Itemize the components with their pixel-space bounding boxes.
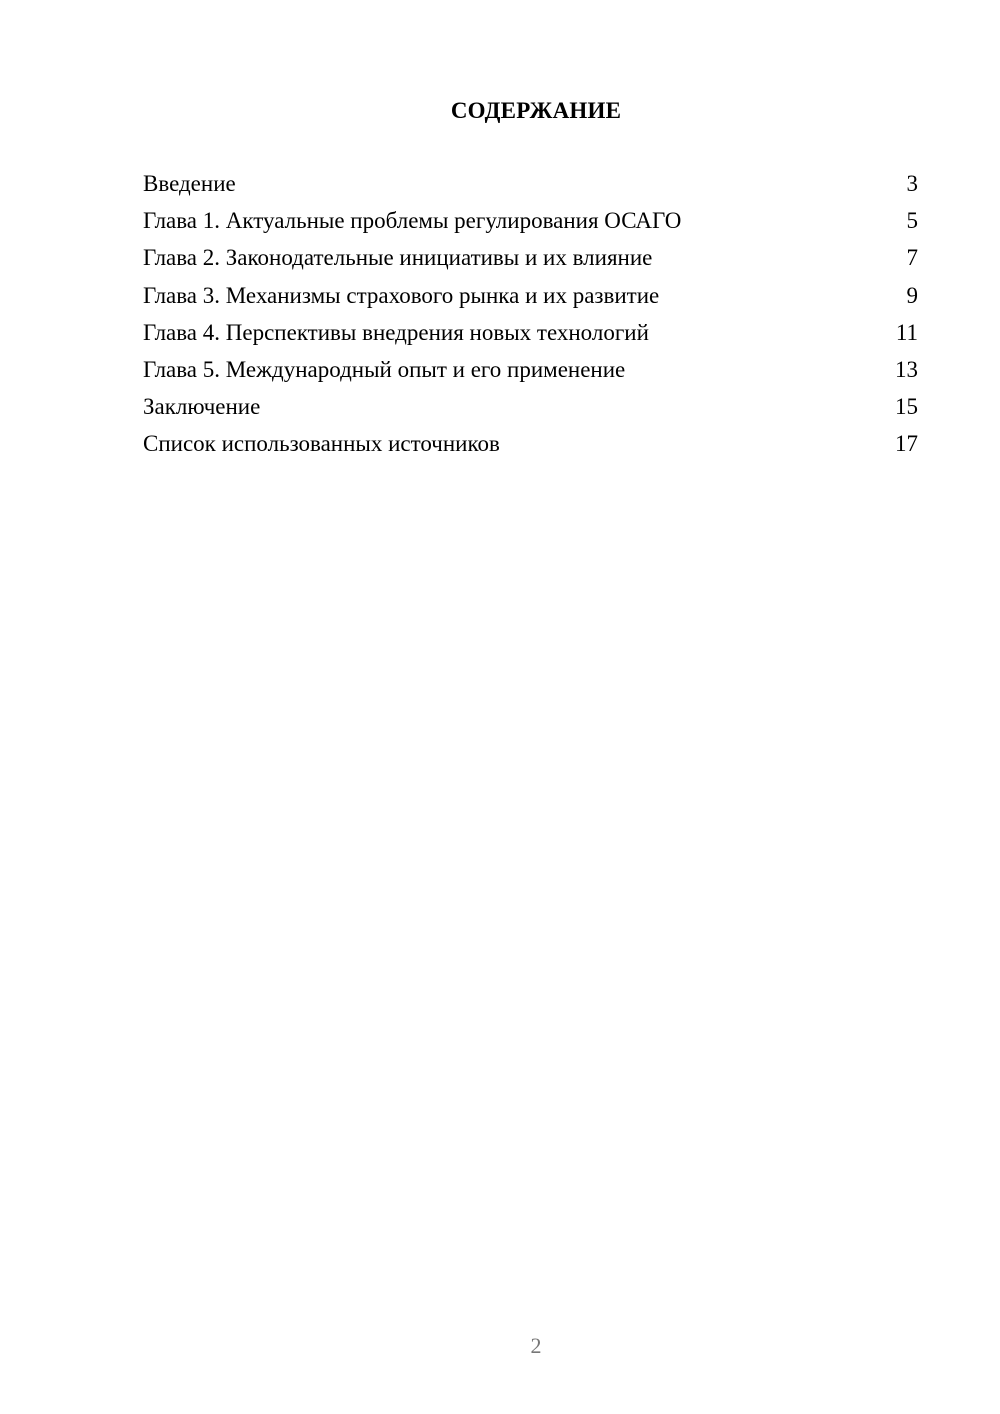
toc-entry-conclusion xyxy=(143,392,918,429)
toc-entry-page: 11 xyxy=(895,319,918,345)
toc-entry-chapter-1 xyxy=(143,206,918,243)
table-of-contents xyxy=(143,169,918,467)
toc-entry-label: Глава 2. Законодательные инициативы и их влияние xyxy=(143,245,653,271)
toc-entry-page: 15 xyxy=(895,394,918,420)
toc-entry-chapter-4 xyxy=(143,318,918,355)
toc-entry-chapter-3 xyxy=(143,281,918,318)
toc-entry-chapter-5 xyxy=(143,355,918,392)
toc-entry-page: 17 xyxy=(895,431,918,457)
toc-entry-page: 7 xyxy=(906,245,918,271)
toc-entry-label: Глава 5. Международный опыт и его применение xyxy=(143,356,626,382)
toc-entry-label: Глава 1. Актуальные проблемы регулирования ОСАГО xyxy=(143,208,682,234)
toc-entry-page: 3 xyxy=(906,171,918,196)
page-number: 2 xyxy=(530,1333,542,1358)
toc-entry-chapter-2 xyxy=(143,243,918,280)
toc-entry-references xyxy=(143,429,918,466)
toc-entry-label: Список использованных источников xyxy=(143,431,500,457)
toc-entry-label: Глава 4. Перспективы внедрения новых технологий xyxy=(143,319,649,345)
toc-entry-introduction xyxy=(143,169,918,206)
toc-entry-page: 13 xyxy=(895,356,918,382)
toc-entry-label: Введение xyxy=(143,171,236,196)
page-title: СОДЕРЖАНИЕ xyxy=(450,98,622,123)
toc-entry-page: 5 xyxy=(906,208,918,234)
toc-entry-page: 9 xyxy=(906,282,918,308)
toc-entry-label: Глава 3. Механизмы страхового рынка и их развитие xyxy=(143,282,660,308)
toc-entry-label: Заключение xyxy=(143,394,261,420)
